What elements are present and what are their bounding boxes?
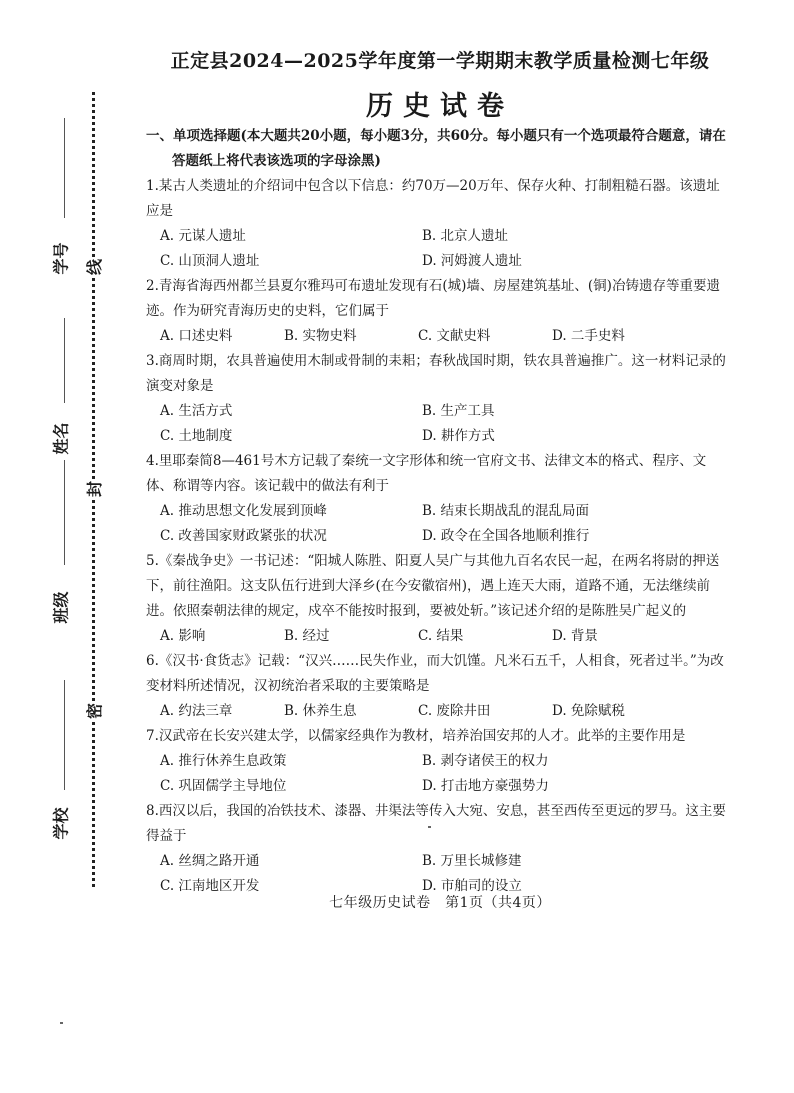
question-stem: 8.西汉以后，我国的冶铁技术、漆器、井渠法等传入大宛、安息，甚至西传至更远的罗马。这主要得益于 bbox=[146, 803, 726, 844]
question-stem: 5.《秦战争史》一书记述：“阳城人陈胜、阳夏人吴广与其他九百名农民一起，在两名将尉的押送下，前往渔阳。这支队伍行进到大泽乡(在今安徽宿州)，遇上连天大雨，道路不通，无法继续前进。依照秦朝法律的规定，戍卒不能按时报到，要被处斩。”该记述介绍的是陈胜吴广起义的 bbox=[146, 553, 720, 619]
option-b[interactable]: B. 休养生息 bbox=[284, 703, 357, 719]
option-a[interactable]: A. 丝绸之路开通 bbox=[160, 853, 260, 869]
option-d[interactable]: D. 政令在全国各地顺利推行 bbox=[422, 528, 590, 544]
option-d[interactable]: D. 背景 bbox=[552, 628, 598, 644]
page-footer: 七年级历史试卷 第1页（共4页） bbox=[329, 895, 551, 911]
school-underline bbox=[64, 680, 65, 790]
option-d[interactable]: D. 市舶司的设立 bbox=[422, 878, 522, 894]
student-id-underline bbox=[64, 118, 65, 218]
option-b[interactable]: B. 北京人遗址 bbox=[422, 228, 509, 244]
option-c[interactable]: C. 巩固儒学主导地位 bbox=[160, 778, 287, 794]
section-title bbox=[146, 124, 726, 174]
binding-margin bbox=[0, 0, 130, 1093]
question-3 bbox=[146, 349, 726, 449]
option-c[interactable]: C. 江南地区开发 bbox=[160, 878, 260, 894]
option-c[interactable]: C. 文献史料 bbox=[418, 328, 491, 344]
question-options bbox=[146, 699, 726, 724]
question-8 bbox=[146, 799, 726, 899]
option-c[interactable]: C. 改善国家财政紧张的状况 bbox=[160, 528, 327, 544]
exam-content bbox=[146, 124, 726, 899]
option-a[interactable]: A. 推行休养生息政策 bbox=[160, 753, 287, 769]
seal-xian: 线 bbox=[82, 258, 104, 276]
question-7 bbox=[146, 724, 726, 799]
scan-speck bbox=[428, 826, 431, 828]
option-b[interactable]: B. 万里长城修建 bbox=[422, 853, 522, 869]
option-a[interactable]: A. 约法三章 bbox=[160, 703, 233, 719]
question-2 bbox=[146, 274, 726, 349]
option-a[interactable]: A. 影响 bbox=[160, 628, 206, 644]
option-d[interactable]: D. 河姆渡人遗址 bbox=[422, 253, 522, 269]
option-b[interactable]: B. 结束长期战乱的混乱局面 bbox=[422, 503, 590, 519]
question-6 bbox=[146, 649, 726, 724]
seal-mi: 密 bbox=[82, 702, 104, 720]
question-options bbox=[146, 399, 726, 449]
question-4 bbox=[146, 449, 726, 549]
option-a[interactable]: A. 口述史料 bbox=[160, 328, 233, 344]
question-5 bbox=[146, 549, 726, 649]
question-options bbox=[146, 499, 726, 549]
option-b[interactable]: B. 经过 bbox=[284, 628, 330, 644]
option-c[interactable]: C. 废除井田 bbox=[418, 703, 491, 719]
question-stem: 3.商周时期，农具普遍使用木制或骨制的耒耜；春秋战国时期，铁农具普遍推广。这一材料记录的演变对象是 bbox=[146, 353, 726, 394]
option-d[interactable]: D. 二手史料 bbox=[552, 328, 625, 344]
question-options bbox=[146, 224, 726, 274]
option-a[interactable]: A. 元谋人遗址 bbox=[160, 228, 246, 244]
class-underline bbox=[64, 460, 65, 565]
option-a[interactable]: A. 生活方式 bbox=[160, 403, 233, 419]
option-d[interactable]: D. 耕作方式 bbox=[422, 428, 495, 444]
question-options bbox=[146, 749, 726, 799]
school-label: 学校 bbox=[51, 807, 71, 840]
option-b[interactable]: B. 剥夺诸侯王的权力 bbox=[422, 753, 549, 769]
question-options bbox=[146, 624, 726, 649]
class-label: 班级 bbox=[51, 591, 71, 624]
option-c[interactable]: C. 山顶洞人遗址 bbox=[160, 253, 260, 269]
question-stem: 7.汉武帝在长安兴建太学，以儒家经典作为教材，培养治国安邦的人才。此举的主要作用是 bbox=[146, 728, 686, 744]
option-c[interactable]: C. 结果 bbox=[418, 628, 464, 644]
scan-speck bbox=[60, 1022, 63, 1024]
section-title-line1: 一、单项选择题(本大题共20小题，每小题3分，共60分。每小题只有一个选项最符合题意，请在 bbox=[146, 128, 726, 144]
question-1 bbox=[146, 174, 726, 274]
student-id-label: 学号 bbox=[51, 242, 71, 275]
question-stem: 2.青海省海西州都兰县夏尔雅玛可布遗址发现有石(城)墙、房屋建筑基址、(铜)冶铸遗存等重要遗迹。作为研究青海历史的史料，它们属于 bbox=[146, 278, 720, 319]
option-d[interactable]: D. 打击地方豪强势力 bbox=[422, 778, 549, 794]
option-c[interactable]: C. 土地制度 bbox=[160, 428, 233, 444]
subject-title: 历史试卷 bbox=[366, 91, 514, 122]
question-stem: 4.里耶秦简8—461号木方记载了秦统一文字形体和统一官府文书、法律文本的格式、程序、文体、称谓等内容。该记载中的做法有利于 bbox=[146, 453, 707, 494]
option-a[interactable]: A. 推动思想文化发展到顶峰 bbox=[160, 503, 327, 519]
option-b[interactable]: B. 生产工具 bbox=[422, 403, 495, 419]
question-options bbox=[146, 324, 726, 349]
option-d[interactable]: D. 免除赋税 bbox=[552, 703, 625, 719]
option-b[interactable]: B. 实物史料 bbox=[284, 328, 357, 344]
seal-feng: 封 bbox=[82, 480, 104, 498]
question-stem: 6.《汉书·食货志》记载：“汉兴……民失作业，而大饥馑。凡米石五千，人相食，死者过半。”为改变材料所述情况，汉初统治者采取的主要策略是 bbox=[146, 653, 724, 694]
exam-title: 正定县2024—2025学年度第一学期期末教学质量检测七年级 bbox=[170, 50, 710, 72]
name-underline bbox=[64, 318, 65, 403]
question-stem: 1.某古人类遗址的介绍词中包含以下信息：约70万—20万年、保存火种、打制粗糙石器。该遗址应是 bbox=[146, 178, 720, 219]
section-title-line2: 答题纸上将代表该选项的字母涂黑) bbox=[172, 153, 381, 169]
name-label: 姓名 bbox=[51, 422, 71, 455]
